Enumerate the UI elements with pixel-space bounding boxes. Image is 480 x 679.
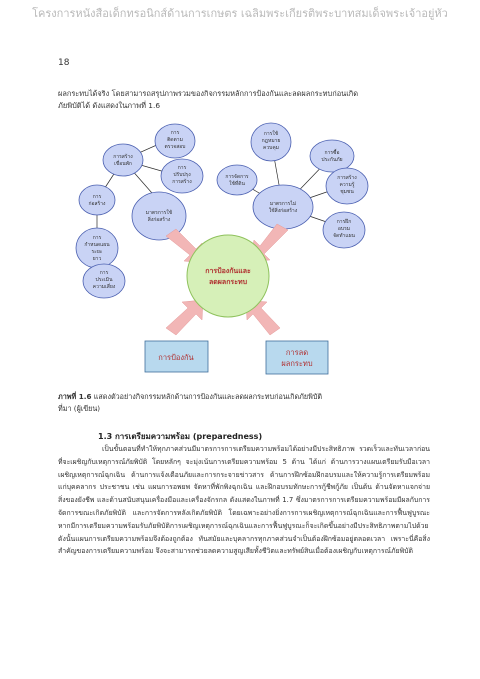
page-number: 18: [58, 58, 70, 68]
node-construct: [79, 185, 115, 215]
mitigation-box: [266, 341, 328, 374]
svg-text:การฝึกอบรมจัดทำแผน: การฝึกอบรมจัดทำแผน: [333, 219, 355, 239]
svg-text:การก่อสร้าง: การก่อสร้าง: [88, 194, 106, 207]
svg-text:การปรับปรุงการสร้าง: การปรับปรุงการสร้าง: [172, 165, 192, 185]
node-training: [323, 212, 365, 248]
node-monitoring: [155, 124, 195, 158]
svg-text:การป้องกัน: การป้องกัน: [158, 353, 194, 362]
node-building: [103, 144, 143, 176]
prevention-box: [145, 341, 208, 372]
caption-text: แสดงตัวอย่างกิจกรรมหลักด้านการป้องกันและลดผลกระทบก่อนเกิดภัยพิบัติ: [91, 392, 323, 401]
node-land-use: [217, 165, 257, 195]
svg-text:มาตรการไม่ใช้สิ่งก่อสร้าง: มาตรการไม่ใช้สิ่งก่อสร้าง: [268, 201, 298, 214]
svg-text:การซื้อประกันภัย: การซื้อประกันภัย: [321, 150, 343, 163]
svg-text:การสร้างเขื่อนพัก: การสร้างเขื่อนพัก: [113, 154, 133, 167]
svg-text:การติดตามตรวจสอบ: การติดตามตรวจสอบ: [164, 130, 186, 150]
caption-label: ภาพที่ 1.6: [58, 392, 92, 401]
intro-line-1: ผลกระทบได้จริง โดยสามารถสรุปภาพรวมของกิจกรรมหลักการป้องกันและลดผลกระทบก่อนเกิด: [58, 89, 359, 98]
node-law: [251, 123, 291, 161]
section-paragraph: เป็นขั้นตอนที่ทำให้ทุกภาคส่วนมีมาตรการการเตรียมความพร้อมได้อย่างมีประสิทธิภาพ รวดเร็วและทันเวลาก่อนที่จะเผชิญกับเหตุการณ์ภัยพิบัติ โดยหลักๆ จะมุ่งเน้นการเตรียมความพร้อม 5 ด้าน ได้แก่ ด้านการวางแผนเตรียมรับมือเวลาเผชิญเหตุการณ์ฉุกเฉิน ด้านการแจ้งเตือนภัยและการกระจายข่าวสาร ด้านการฝึกซ้อมฝึกอบรมและให้ความรู้การเตรียมพร้อมแก่บุคคลากร ประชาชน เช่น แผนการอพยพ จัดหาที่พักพิงฉุกเฉิน และฝึกอบรมทักษะการกู้ชีพกู้ภัย เป็นต้น ด้านจัดหาแจกจ่ายสิ่งของยังชีพ และด้านสนับสนุนเครื่องมือและเครื่องจักรกล ดังแสดงในภาพที่ 1.7 ซึ่งมาตรการการเตรียมความพร้อมมีผลกับการจัดการขณะเกิดภัยพิบัติ และการจัดการหลังเกิดภัยพิบัติ โดยเฉพาะอย่างยิ่งการการเผชิญเหตุการณ์ฉุกเฉินและการฟื้นฟูบูรณะ หากมีการเตรียมความพร้อมรับภัยพิบัติการเผชิญเหตุการณ์ฉุกเฉินและการฟื้นฟูบูรณะก็จะเกิดขึ้นอย่างมีประสิทธิภาพตามไปด้วย ดังนั้นแผนการเตรียมความพร้อมจึงต้องถูกต้อง ทันสมัยและบุคลากรทุกภาคส่วนจำเป็นต้องฝึกซ้อมอยู่ตลอดเวลา เพราะนี่คือสิ่งสำคัญของการเตรียมความพร้อม จึงจะสามารถช่วยลดความสูญเสียทั้งชีวิตและทรัพย์สินเมื่อต้องเผชิญกับเหตุการณ์ภัยพิบัติ: [58, 445, 430, 556]
node-long-term-plan: [76, 228, 118, 268]
node-nonstructural-measures: [253, 185, 313, 229]
center-node: [187, 235, 269, 317]
node-improve: [161, 159, 203, 193]
running-header: โครงการหนังสือเด็กทรอนิกส์ด้านการเกษตร เฉลิมพระเกียรติพระบาทสมเด็จพระเจ้าอยู่หัว: [32, 7, 448, 20]
section-body: [58, 443, 430, 558]
svg-text:การลดผลกระทบ: การลดผลกระทบ: [281, 348, 313, 368]
node-awareness: [326, 168, 368, 204]
node-risk-assessment: [83, 264, 125, 298]
section-heading: 1.3 การเตรียมความพร้อม (preparedness): [98, 432, 263, 441]
svg-text:การป้องกันและลดผลกระทบ: การป้องกันและลดผลกระทบ: [205, 267, 251, 286]
svg-text:การกำหนดแผนระยะยาว: การกำหนดแผนระยะยาว: [84, 235, 110, 262]
intro-paragraph: [58, 88, 430, 112]
svg-text:การสร้างความรู้ชุมชน: การสร้างความรู้ชุมชน: [337, 175, 357, 195]
svg-text:การประเมินความเสี่ยง: การประเมินความเสี่ยง: [92, 270, 116, 290]
svg-text:การจัดการใช้ที่ดิน: การจัดการใช้ที่ดิน: [225, 174, 249, 187]
svg-text:มาตรการใช้สิ่งก่อสร้าง: มาตรการใช้สิ่งก่อสร้าง: [145, 210, 173, 223]
prevention-diagram: [0, 118, 480, 386]
svg-text:การใช้กฎหมายควบคุม: การใช้กฎหมายควบคุม: [261, 131, 281, 151]
intro-line-2: ภัยพิบัติได้ ดังแสดงในภาพที่ 1.6: [58, 101, 161, 110]
figure-caption: [58, 391, 430, 415]
node-insurance: [310, 140, 354, 172]
caption-source: ที่มา (ผู้เขียน): [58, 404, 101, 413]
